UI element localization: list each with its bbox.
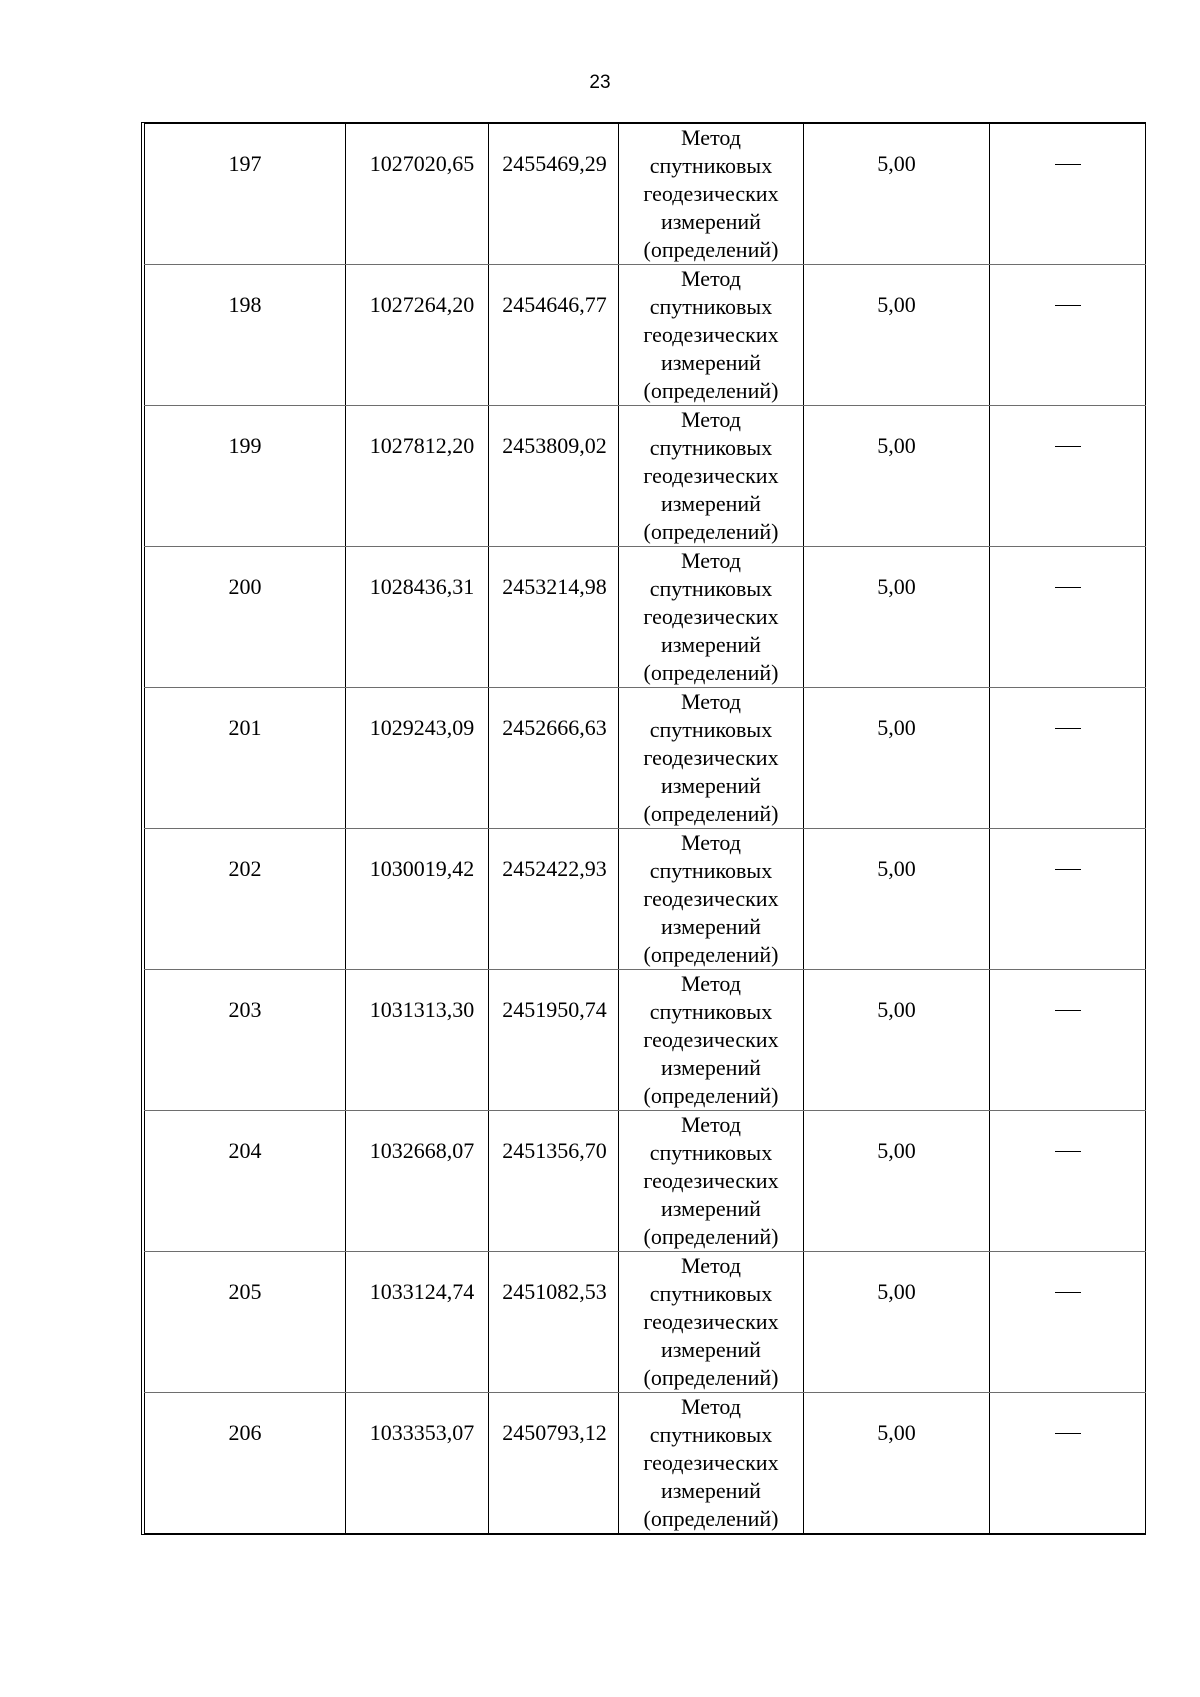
x-coordinate: 1032668,07 [369,1138,475,1163]
accuracy-value-cell [804,1111,990,1252]
point-number: 205 [228,1279,262,1304]
x-coordinate: 1030019,42 [369,856,475,881]
method-line: спутниковых [649,858,773,883]
point-number: 199 [228,433,262,458]
method-line: Метод [681,689,741,714]
y-coordinate: 2455469,29 [502,151,607,176]
method-line: Метод [681,125,741,150]
method-line: спутниковых [649,999,773,1024]
y-coordinate: 2453809,02 [502,433,607,458]
table-row [145,124,1146,265]
method-text [619,124,803,264]
point-number-cell [145,970,346,1111]
method-line: измерений [661,209,761,234]
point-number: 204 [228,1138,262,1163]
method-line: геодезических [643,181,779,206]
y-coordinate: 2451356,70 [502,1138,607,1163]
note-dash [1055,1010,1081,1011]
note-dash [1055,1433,1081,1434]
y-coordinate-cell [489,1393,619,1534]
accuracy-value-cell [804,688,990,829]
method-line: Метод [681,971,741,996]
point-number-cell [145,1393,346,1534]
note-dash [1055,587,1081,588]
method-line: геодезических [643,322,779,347]
accuracy-value: 5,00 [877,292,916,317]
coordinates-table-body [145,124,1146,1534]
table-row [145,1393,1146,1534]
method-line: геодезических [643,886,779,911]
method-cell [619,406,804,547]
x-coordinate-cell [346,970,489,1111]
x-coordinate-cell [346,1393,489,1534]
method-line: Метод [681,830,741,855]
point-number-cell [145,547,346,688]
method-line: геодезических [643,1450,779,1475]
y-coordinate-cell [489,688,619,829]
method-cell [619,1111,804,1252]
accuracy-value: 5,00 [877,715,916,740]
method-cell [619,1252,804,1393]
accuracy-value: 5,00 [877,1138,916,1163]
x-coordinate: 1033353,07 [369,1420,475,1445]
accuracy-value: 5,00 [877,433,916,458]
y-coordinate-cell [489,1252,619,1393]
point-number-cell [145,265,346,406]
method-line: геодезических [643,463,779,488]
y-coordinate-cell [489,970,619,1111]
method-line: Метод [681,1253,741,1278]
accuracy-value-cell [804,265,990,406]
note-cell [990,829,1146,970]
method-line: (определений) [643,1365,779,1390]
point-number: 198 [228,292,262,317]
page-number: 23 [589,72,611,93]
method-text [619,1111,803,1251]
accuracy-value: 5,00 [877,856,916,881]
y-coordinate: 2451950,74 [502,997,607,1022]
point-number-cell [145,406,346,547]
method-line: спутниковых [649,153,773,178]
y-coordinate-cell [489,124,619,265]
point-number-cell [145,1252,346,1393]
accuracy-value-cell [804,829,990,970]
method-text [619,688,803,828]
note-dash [1055,869,1081,870]
x-coordinate: 1031313,30 [369,997,475,1022]
point-number-cell [145,1111,346,1252]
method-line: измерений [661,1055,761,1080]
x-coordinate: 1029243,09 [369,715,475,740]
y-coordinate-cell [489,406,619,547]
note-cell [990,1252,1146,1393]
method-line: Метод [681,407,741,432]
x-coordinate-cell [346,124,489,265]
method-line: (определений) [643,1083,779,1108]
note-dash [1055,446,1081,447]
method-cell [619,1393,804,1534]
method-cell [619,970,804,1111]
y-coordinate-cell [489,547,619,688]
accuracy-value-cell [804,1252,990,1393]
point-number-cell [145,124,346,265]
method-line: геодезических [643,1027,779,1052]
method-line: спутниковых [649,1422,773,1447]
table-row [145,1252,1146,1393]
y-coordinate-cell [489,265,619,406]
note-dash [1055,1292,1081,1293]
accuracy-value: 5,00 [877,1420,916,1445]
note-dash [1055,164,1081,165]
coordinates-table [144,123,1146,1534]
method-line: геодезических [643,745,779,770]
method-line: геодезических [643,1309,779,1334]
y-coordinate: 2451082,53 [502,1279,607,1304]
table-row [145,970,1146,1111]
method-line: измерений [661,632,761,657]
accuracy-value-cell [804,406,990,547]
table-row [145,547,1146,688]
point-number: 201 [228,715,262,740]
accuracy-value: 5,00 [877,574,916,599]
accuracy-value-cell [804,547,990,688]
x-coordinate: 1028436,31 [369,574,475,599]
method-cell [619,829,804,970]
method-line: измерений [661,914,761,939]
note-cell [990,547,1146,688]
method-line: спутниковых [649,1140,773,1165]
method-line: геодезических [643,604,779,629]
method-text [619,406,803,546]
y-coordinate: 2454646,77 [502,292,607,317]
point-number: 197 [228,151,262,176]
method-cell [619,547,804,688]
method-line: измерений [661,773,761,798]
point-number-cell [145,829,346,970]
method-line: спутниковых [649,717,773,742]
note-cell [990,970,1146,1111]
method-line: (определений) [643,1506,779,1531]
note-cell [990,1393,1146,1534]
method-cell [619,265,804,406]
method-text [619,265,803,405]
method-line: измерений [661,1337,761,1362]
x-coordinate: 1027020,65 [369,151,475,176]
note-cell [990,124,1146,265]
table-row [145,1111,1146,1252]
method-line: Метод [681,1394,741,1419]
accuracy-value-cell [804,970,990,1111]
accuracy-value-cell [804,124,990,265]
y-coordinate: 2453214,98 [502,574,607,599]
method-cell [619,688,804,829]
method-text [619,1393,803,1533]
method-text [619,829,803,969]
note-cell [990,265,1146,406]
note-cell [990,406,1146,547]
method-line: измерений [661,491,761,516]
point-number: 202 [228,856,262,881]
note-cell [990,1111,1146,1252]
point-number: 200 [228,574,262,599]
x-coordinate-cell [346,1111,489,1252]
method-line: спутниковых [649,435,773,460]
accuracy-value: 5,00 [877,997,916,1022]
table-row [145,688,1146,829]
table-row [145,829,1146,970]
x-coordinate: 1033124,74 [369,1279,475,1304]
method-text [619,970,803,1110]
y-coordinate: 2450793,12 [502,1420,607,1445]
coordinates-table-frame [141,122,1146,1535]
method-line: спутниковых [649,1281,773,1306]
accuracy-value-cell [804,1393,990,1534]
point-number: 203 [228,997,262,1022]
method-line: (определений) [643,519,779,544]
accuracy-value: 5,00 [877,1279,916,1304]
x-coordinate-cell [346,829,489,970]
note-dash [1055,728,1081,729]
method-cell [619,124,804,265]
method-line: измерений [661,1196,761,1221]
x-coordinate: 1027264,20 [369,292,475,317]
x-coordinate-cell [346,406,489,547]
method-line: Метод [681,548,741,573]
method-line: спутниковых [649,294,773,319]
x-coordinate-cell [346,265,489,406]
x-coordinate-cell [346,1252,489,1393]
method-line: измерений [661,1478,761,1503]
note-dash [1055,1151,1081,1152]
accuracy-value: 5,00 [877,151,916,176]
method-line: Метод [681,266,741,291]
method-line: геодезических [643,1168,779,1193]
method-line: (определений) [643,801,779,826]
method-line: (определений) [643,237,779,262]
method-line: (определений) [643,660,779,685]
x-coordinate: 1027812,20 [369,433,475,458]
y-coordinate: 2452666,63 [502,715,607,740]
x-coordinate-cell [346,547,489,688]
method-text [619,1252,803,1392]
table-row [145,265,1146,406]
y-coordinate-cell [489,1111,619,1252]
point-number: 206 [228,1420,262,1445]
x-coordinate-cell [346,688,489,829]
point-number-cell [145,688,346,829]
table-row [145,406,1146,547]
y-coordinate-cell [489,829,619,970]
method-line: (определений) [643,942,779,967]
note-dash [1055,305,1081,306]
method-line: Метод [681,1112,741,1137]
method-line: спутниковых [649,576,773,601]
method-line: измерений [661,350,761,375]
method-text [619,547,803,687]
y-coordinate: 2452422,93 [502,856,607,881]
method-line: (определений) [643,378,779,403]
note-cell [990,688,1146,829]
method-line: (определений) [643,1224,779,1249]
